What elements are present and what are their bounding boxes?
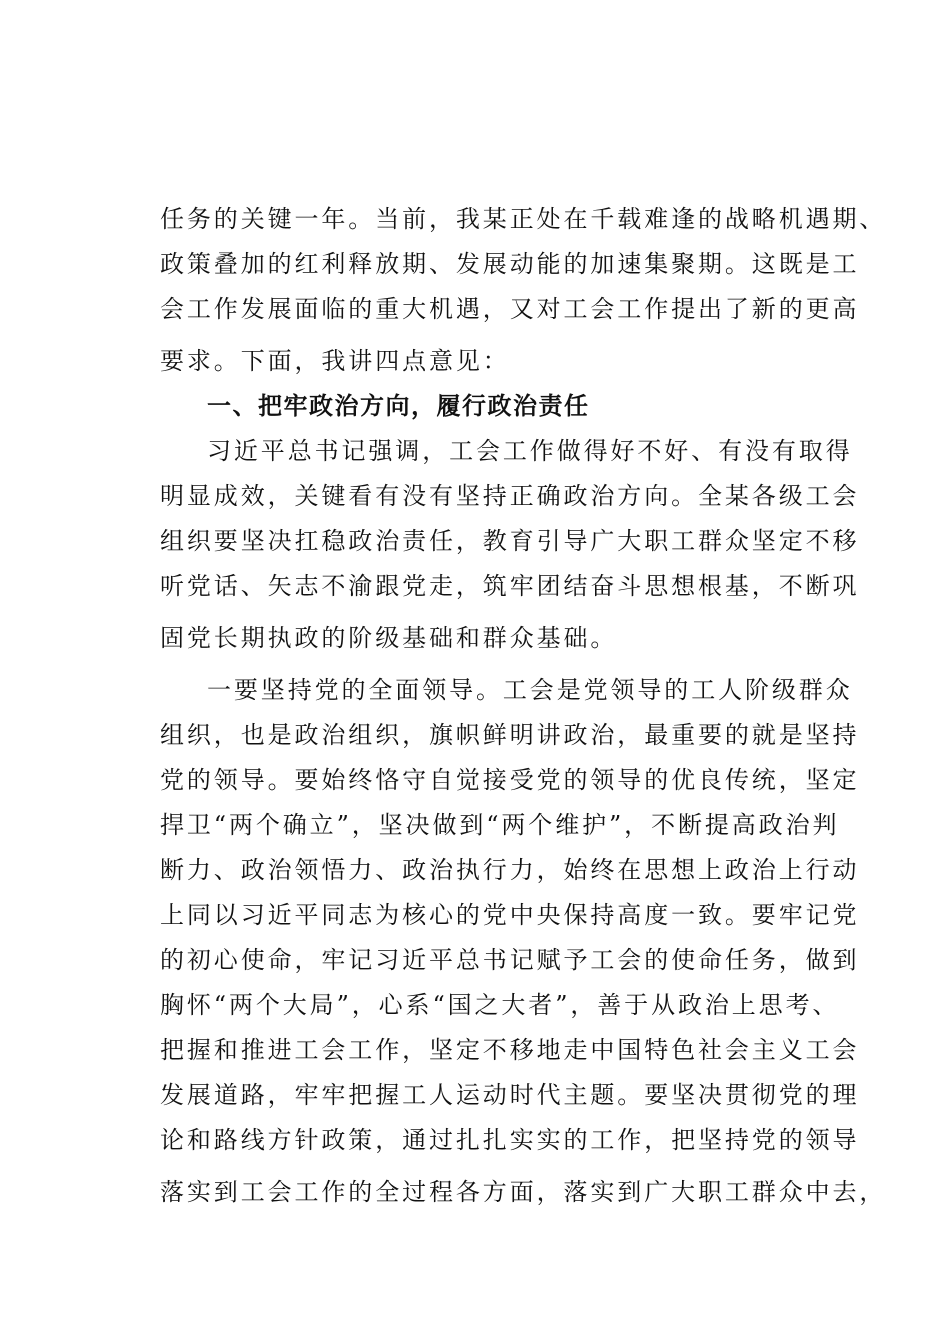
text-line: 会工作发展面临的重大机遇，又对工会工作提出了新的更高 [160,295,860,323]
text-line: 听党话、矢志不渝跟党走，筑牢团结奋斗思想根基，不断巩 [160,572,860,600]
text-line: 要求。下面，我讲四点意见： [160,347,510,375]
text-line: 固党长期执政的阶级基础和群众基础。 [160,624,618,652]
text-line: 落实到工会工作的全过程各方面，落实到广大职工群众中去， [160,1178,887,1206]
body-text [160,197,887,1215]
text-line: 党的领导。要始终恪守自觉接受党的领导的优良传统，坚定 [160,766,860,794]
text-line: 组织要坚决扛稳政治责任，教育引导广大职工群众坚定不移 [160,527,860,555]
text-line: 任务的关键一年。当前，我某正处在千载难逢的战略机遇期、 [160,205,887,233]
text-line: 断力、政治领悟力、政治执行力，始终在思想上政治上行动 [160,856,860,884]
text-line: 胸怀“两个大局”，心系“国之大者”，善于从政治上思考、 [160,991,840,1019]
text-line: 的初心使命，牢记习近平总书记赋予工会的使命任务，做到 [160,946,860,974]
text-line: 组织，也是政治组织，旗帜鲜明讲政治，最重要的就是坚持 [160,721,860,749]
text-line: 发展道路，牢牢把握工人运动时代主题。要坚决贯彻党的理 [160,1081,860,1109]
text-line: 上同以习近平同志为核心的党中央保持高度一致。要牢记党 [160,901,860,929]
text-line: 习近平总书记强调，工会工作做得好不好、有没有取得 [207,437,853,465]
text-line: 政策叠加的红利释放期、发展动能的加速集聚期。这既是工 [160,250,860,278]
text-line: 捍卫“两个确立”，坚决做到“两个维护”，不断提高政治判 [160,811,840,839]
text-line: 论和路线方针政策，通过扎扎实实的工作，把坚持党的领导 [160,1126,860,1154]
text-line: 明显成效，关键看有没有坚持正确政治方向。全某各级工会 [160,482,860,510]
section-heading: 一、把牢政治方向，履行政治责任 [207,392,590,420]
text-line: 把握和推进工会工作，坚定不移地走中国特色社会主义工会 [160,1036,860,1064]
text-line: 一要坚持党的全面领导。工会是党领导的工人阶级群众 [207,676,853,704]
